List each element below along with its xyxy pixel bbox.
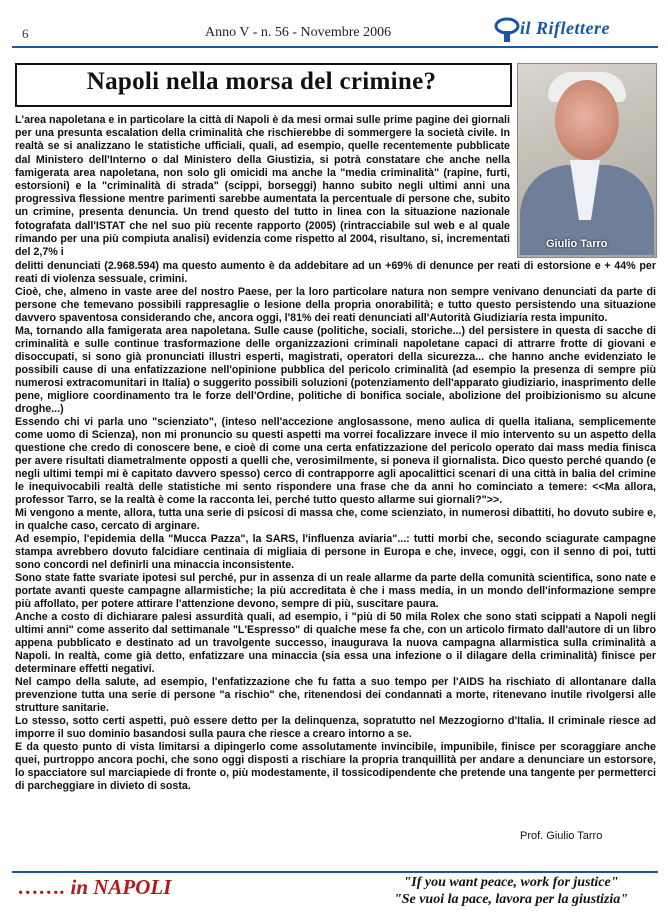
- article-intro: [15, 114, 510, 259]
- paragraph-6: Ad esempio, l'epidemia della "Mucca Pazza", la SARS, l'influenza aviaria"...: tutti morbi che, secondo sciagurate campagne stampa avrebbero dovuto falcidiare centinaia di migliaia di persone in Europa e che, invece, oggi, con il senno di poi, tutti sono concordi nel definirli una minaccia inconsistente.: [15, 533, 656, 571]
- paragraph-7: Sono state fatte svariate ipotesi sul perché, pur in assenza di un reale allarme da parte della comunità scientifica, sono nate e portate avanti queste campagne allarmistiche; la più accreditata è che i mass media, in un mondo dell'informazione sempre più affollato, per potere attirare l'attenzione devono, sempre di più, suscitare paura.: [15, 572, 656, 610]
- header-divider: [12, 46, 658, 48]
- intro-paragraph: L'area napoletana e in particolare la città di Napoli è da mesi ormai sulle prime pagine dei giornali per una presunta escalation della criminalità che rischierebbe di sommergere la società civile. In realtà se si analizzano le statistiche ufficiali, quali, ad esempio, quelle recentemente pubblicate dal Ministero dell'Interno o dal Ministero della Giustizia, si potrà constatare che anche nella famigerata area napoletana, non solo gli omicidi ma anche la "media criminalità" (rapine, furti, estorsioni) e la "criminalità di strada" (scippi, borseggi) hanno subito negli ultimi anni una progressiva flessione mentre parimenti sarebbe aumentata la percentuale di persone che, subito un crimine, presenta denuncia. Un trend questo del tutto in linea con la situazione nazionale fotografata dall'ISTAT che nel suo più recente rapporto (2005) (rintracciabile sul web e al quale rimando per una più compiuta analisi) evidenzia come rispetto al 2004, risultano, si, incrementati del 2,7% i: [15, 114, 510, 259]
- paragraph-3: Ma, tornando alla famigerata area napoletana. Sulle cause (politiche, sociali, storiche...) del persistere in questa di sacche di criminalità e sulle continue trasformazione delle organizzazioni criminali napoletane capaci di attrarre frotte di giovani e disoccupati, si sono già pronunciati illustri esperti, magistrati, operatori della sicurezza... che hanno anche evidenziato le possibili cause di una enfatizzazione nell'opinione pubblica del pericolo criminalità (ad esempio la presenza di sempre più numerosi extracomunitari in Italia) o suggerito possibili soluzioni (potenziamento dell'apparato giudiziario, inasprimento delle pene, migliore coordinamento tra le forze dell'Ordine, politiche di bonifica sociale, abolizione del proibizionismo su alcune droghe...): [15, 325, 656, 415]
- paragraph-9: Nel campo della salute, ad esempio, l'enfatizzazione che fu fatta a suo tempo per l'AIDS ha rischiato di allontanare dalla prevenzione tutta una serie di persone "a rischio" che, ritenendosi dei condannati a morte, ritenevano inutile rivolgersi alle strutture sanitarie.: [15, 676, 656, 714]
- footer-quote: [366, 874, 656, 908]
- paragraph-4: Essendo chi vi parla uno "scienziato", (inteso nell'accezione anglosassone, meno aulica di quella italiana, semplicemente come uomo di Scienza), non mi pronuncio su questi aspetti ma vorrei focalizzare invece il mio intervento su un aspetto della questione che credo di conoscere bene, e cioè di come una certa enfatizzazione del pericolo operato dai mass media finisca per avere risultati diametralmente opposti a quelli che, verosimilmente, si poneva il giornalista. Dico questo perché quando (e negli ultimi tempi mi è capitato davvero spesso) cerco di contrapporre agli apocalittici scenari di una città in balia del crimine le inequivocabili realtà delle statistiche mi sento rispondere una frase che da anni ho cominciato a temere: <<Ma allora, professor Tarro, se la realtà è come la racconta lei, perché tutto questo allarme sui giornali?">>.: [15, 416, 656, 506]
- logo-lamp-icon: [494, 17, 520, 45]
- paragraph-5: Mi vengono a mente, allora, tutta una serie di psicosi di massa che, come scienziato, in numerosi dibattiti, ho dovuto subire e, in qualche caso, cercato di arginare.: [15, 507, 656, 532]
- paragraph-10: Lo stesso, sotto certi aspetti, può essere detto per la delinquenza, sopratutto nel Mezzogiorno d'Italia. Il criminale riesce ad imporre il suo dominio basandosi sulla paura che riesce a crearo intorno a se.: [15, 715, 656, 740]
- paragraph-8: Anche a costo di dichiarare palesi assurdità quali, ad esempio, i "più di 50 mila Rolex che sono stati scippati a Napoli negli ultimi anni" come asserito dal settimanale "L'Espresso" di qualche mese fa che, con un articolo firmato dall'autore di un libro appena pubblicato e destinato ad un travolgente successo, inaugurava la nuova campagna allarmistica sulla criminalità a Napoli. In realtà, come già detto, enfatizzare una minaccia (sia essa una infezione o il dilagare della criminalità) finisce per determinare effetti negativi.: [15, 611, 656, 675]
- article-body: [15, 260, 656, 793]
- paragraph-1: delitti denunciati (2.968.594) ma questo aumento è da addebitare ad un +69% di denunce per reati di estorsione e + 44% per reati di violenza sessuale, crimini.: [15, 260, 656, 285]
- paragraph-2: Cioè, che, almeno in vaste aree del nostro Paese, per la loro particolare natura non sempre venivano denunciati da parte di persone che temevano possibili rappresaglie o lesione della propria onorabilità; e tutto questo persistendo una situazione davvero spaventosa considerando che, ancora oggi, l'81% dei reati denunciati all'Autorità Giudiziaria resta impunito.: [15, 286, 656, 324]
- issue-line: Anno V - n. 56 - Novembre 2006: [205, 25, 392, 40]
- section-label: ……. in NAPOLI: [18, 875, 172, 899]
- magazine-logo: il Riflettere: [520, 18, 610, 38]
- article-title: Napoli nella morsa del crimine?: [86, 68, 437, 95]
- author-signature: Prof. Giulio Tarro: [520, 830, 603, 842]
- photo-caption: Giulio Tarro: [546, 238, 608, 250]
- quote-english: "If you want peace, work for justice": [403, 875, 619, 890]
- quote-italian: "Se vuoi la pace, lavora per la giustizia": [393, 892, 629, 907]
- photo-face: [555, 80, 619, 160]
- page-number: 6: [22, 26, 29, 41]
- footer-divider: [12, 871, 658, 873]
- paragraph-11: E da questo punto di vista limitarsi a dipingerlo come assolutamente invincibile, impunibile, finisce per scoraggiare anche quei, purtroppo ancora pochi, che sono oggi disposti a rischiare la propria tranquillità per andare a denunciare un estorsore, lo spacciatore sul marciapiede di fronte o, più modestamente, il tossicodipendente che pretende una tangente per permetterci di parcheggiare in divieto di sosta.: [15, 741, 656, 792]
